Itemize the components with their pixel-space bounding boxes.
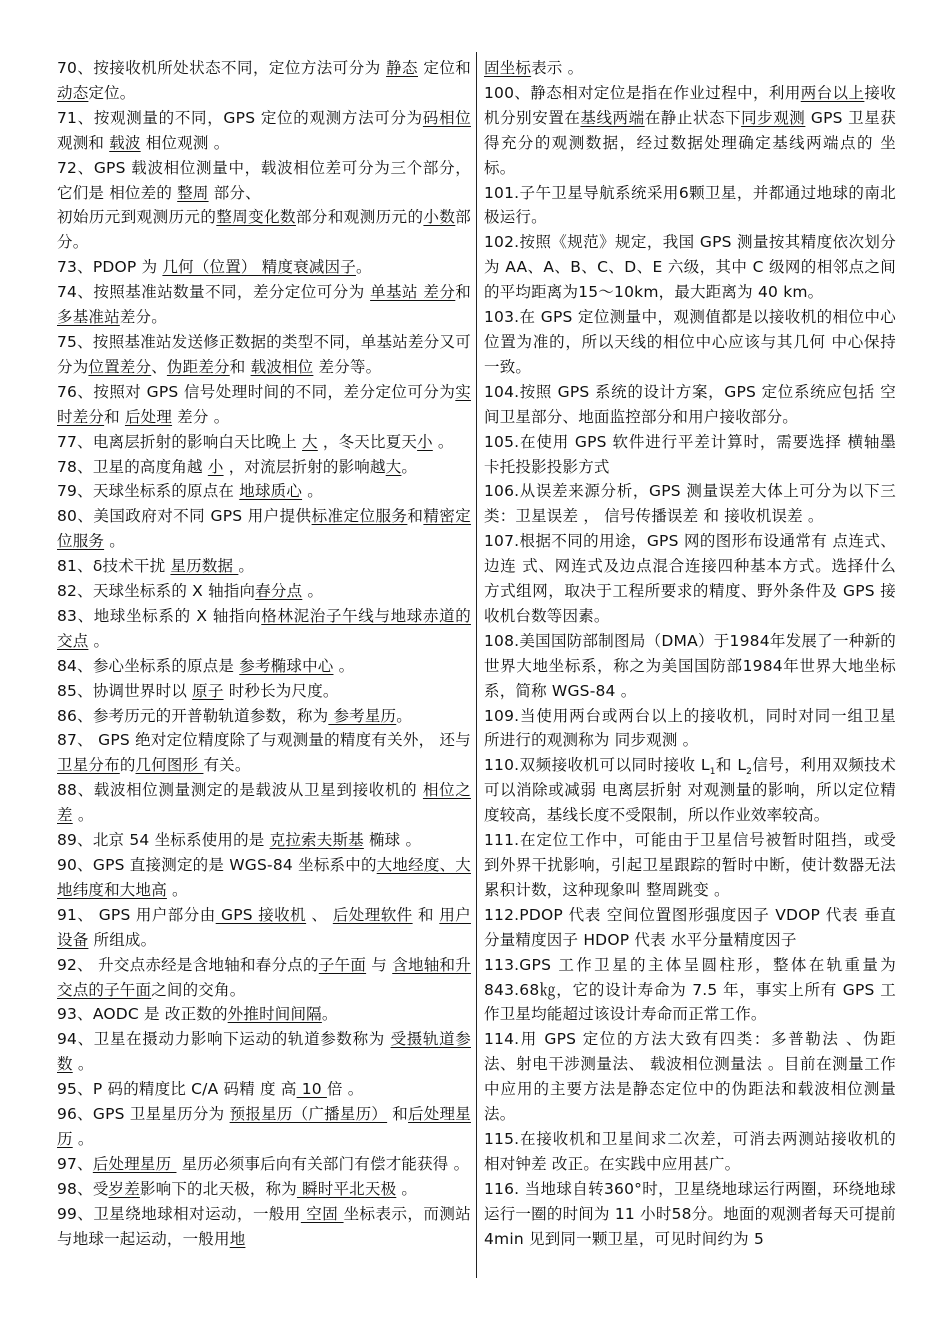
question-text: 84、参心坐标系的原点是	[57, 656, 240, 675]
answer-text: 地	[229, 1229, 246, 1248]
question-item	[484, 56, 896, 81]
question-text: 。	[432, 432, 454, 451]
question-text: 差分 。	[172, 407, 230, 426]
question-item	[57, 479, 471, 504]
question-text: 部分和观测历元的	[295, 208, 424, 227]
answer-text: 含地轴和升交点的子午面	[57, 955, 471, 999]
answer-text: 预报星历（广播星历）	[229, 1105, 388, 1124]
answer-text: 静态	[386, 59, 418, 77]
question-text: 。	[355, 258, 372, 277]
question-item	[57, 1202, 471, 1252]
question-item	[484, 1027, 896, 1127]
answer-text: 克拉索夫斯基	[269, 831, 364, 850]
question-text: 115.在接收机和卫星间求二次差，可消去两测站接收机的 相对钟差 改正。在实践中应用甚广。	[484, 1129, 902, 1173]
answer-text: 单基站 差分	[370, 283, 456, 302]
question-text: 1	[709, 767, 716, 778]
question-item	[57, 1152, 471, 1177]
answer-text: 两台以上	[800, 83, 865, 102]
question-text: 80、美国政府对不同 GPS 用户提供	[57, 507, 312, 526]
question-text: 差分。	[119, 308, 167, 327]
question-text: 93、AODC 是 改正数的	[57, 1005, 228, 1024]
question-item	[57, 778, 471, 828]
question-item	[57, 903, 471, 953]
question-item	[484, 305, 896, 380]
question-text: 倍 。	[326, 1080, 364, 1099]
question-item	[484, 1177, 896, 1252]
question-text: 。	[401, 457, 418, 476]
answer-text: 位置差分	[88, 357, 152, 376]
question-text: 。	[396, 706, 412, 725]
question-text: 76、按照对 GPS 信号处理时间的不同，差分定位可分为	[57, 382, 456, 401]
right-column	[484, 56, 902, 1252]
answer-text: 小	[207, 457, 224, 476]
question-text: 81、δ技术干扰	[57, 557, 171, 576]
question-text: 。	[166, 880, 188, 899]
question-text: 坐标表示，而测站与地球一起运动，一般用	[57, 1204, 471, 1248]
question-text: 。	[72, 806, 94, 825]
question-text: 2	[746, 767, 753, 778]
question-text: 86、参考历元的开普勒轨道参数，称为	[57, 706, 329, 725]
question-text: 。	[88, 631, 110, 650]
question-item	[57, 455, 471, 480]
question-text: 100、静态相对定位是指在作业过程中，利用	[484, 83, 801, 102]
answer-text: 同步观测	[741, 108, 806, 127]
answer-text: 外推时间间隔	[227, 1005, 322, 1024]
question-item	[57, 1077, 471, 1102]
question-text: 112.PDOP 代表 空间位置图形强度因子 VDOP 代表 垂直分量精度因子 HDOP 代表 水平分量精度因子	[484, 905, 896, 949]
question-text: 和	[412, 905, 440, 924]
answer-text: 大地经度、大地纬度和大地高	[57, 856, 471, 899]
question-text: 。	[302, 582, 324, 601]
question-text: 104.按照 GPS 系统的设计方案，GPS 定位系统应包括 空间卫星部分、地面监控部分和用户接收部分。	[484, 382, 896, 426]
question-text: 。	[72, 1055, 94, 1074]
answer-text: 多基准站	[57, 308, 120, 327]
question-text: 和	[387, 1105, 409, 1124]
question-text: 90、GPS 直接测定的是 WGS-84 坐标系中的	[57, 856, 377, 874]
question-text: 和 L	[715, 756, 747, 775]
answer-text: 地球质心	[239, 482, 303, 501]
question-text: 114.用 GPS 定位的方法大致有四类：多普勒法 、伪距法、射电干涉测量法、 载波相位测量法 。目前在测量工作中应用的主要方法是静态定位中的伪距法和载波相位测量法。	[484, 1030, 896, 1124]
question-text: 106.从误差来源分析，GPS 测量误差大体上可分为以下三类：卫星误差 ， 信号传播误差 和 接收机误差 。	[484, 482, 896, 526]
column-divider	[476, 52, 477, 1278]
answer-text: 后处理软件	[332, 905, 413, 924]
left-column	[57, 56, 477, 1252]
question-item	[57, 853, 471, 903]
question-text: 相位观测 。	[140, 133, 230, 152]
question-item	[57, 554, 471, 579]
question-text: 影响下的北天极，称为	[139, 1179, 297, 1198]
question-text: 。	[302, 482, 323, 501]
question-text: 。	[72, 1129, 94, 1148]
question-text: 之间的交角。	[151, 980, 246, 999]
question-text: 87、 GPS 绝对定位精度除了与观测量的精度有关外， 还与	[57, 731, 477, 750]
question-text: 70、按接收机所处状态不同，定位方法可分为	[57, 59, 387, 77]
question-item	[57, 330, 471, 380]
answer-text: 载波相位	[250, 357, 314, 376]
question-text: 89、北京 54 坐标系使用的是	[57, 831, 270, 850]
question-text: 85、协调世界时以	[57, 681, 193, 700]
answer-text: 卫星分布	[57, 756, 120, 775]
answer-text: 实时差分	[57, 382, 471, 426]
question-text: 71、按观测量的不同，GPS 定位的观测方法可分为	[57, 108, 423, 127]
question-item	[57, 1002, 471, 1027]
question-item	[57, 205, 471, 255]
question-item	[484, 479, 896, 529]
question-text: 111.在定位工作中，可能由于卫星信号被暂时阻挡，或受到外界干扰影响，引起卫星跟踪的暂时中断，使计数器无法累积计数，这种现象叫 整周跳变 。	[484, 831, 896, 899]
question-text: 96、GPS 卫星星历分为	[57, 1105, 230, 1124]
question-text: ，冬天比夏天	[317, 432, 418, 451]
question-text: 。	[333, 656, 355, 675]
answer-text: 原子	[192, 681, 224, 700]
answer-text: 标准定位服务	[311, 507, 408, 526]
question-item	[57, 654, 471, 679]
question-item	[484, 81, 896, 181]
question-item	[57, 504, 471, 554]
question-text: 116. 当地球自转360°时，卫星绕地球运行两圈，环绕地球运行一圈的时间为 11 小时58分。地面的观测者每天可提前4min 见到同一颗卫星，可见时间约为 5	[484, 1179, 896, 1248]
question-text: 105.在使用 GPS 软件进行平差计算时，需要选择 横轴墨卡托投影投影方式	[484, 432, 896, 476]
answer-text: 瞬时平北天极	[296, 1179, 397, 1198]
question-text: 所组成。	[88, 930, 157, 949]
question-text: 。	[396, 1179, 418, 1198]
question-text: 72、GPS 载波相位测量中，载波相位差可分为三个部分，它们是 相位差的	[57, 158, 471, 202]
question-text: 在静止状态下	[644, 108, 742, 127]
question-text: 102.按照《规范》规定，我国 GPS 测量按其精度依次划分为 AA、A、B、C、D、E 六级，其中 C 级网的相邻点之间的平均距离为15～10km，最大距离为 40 km。	[484, 233, 896, 302]
answer-text: 受摄轨道参数	[57, 1030, 471, 1074]
question-item	[57, 56, 471, 106]
question-item	[57, 579, 471, 604]
question-text: 观测和	[57, 133, 110, 152]
answer-text: 小	[417, 432, 433, 451]
question-item	[484, 704, 896, 754]
question-item	[57, 728, 477, 778]
question-text: 97、	[57, 1154, 93, 1173]
question-text: 109.当使用两台或两台以上的接收机，同时对同一组卫星所进行的观测称为 同步观测 。	[484, 706, 896, 750]
question-text: 和	[229, 357, 251, 376]
question-text: 95、P 码的精度比 C/A 码精 度 高	[57, 1080, 297, 1099]
question-item	[57, 156, 471, 206]
question-item	[484, 903, 896, 953]
answer-text: 后处理	[124, 407, 173, 426]
answer-text: 后处理星历	[92, 1154, 177, 1173]
answer-text: 基线两端	[580, 108, 645, 127]
answer-text: 10	[296, 1080, 327, 1099]
answer-text: 伪距差分	[166, 357, 230, 376]
question-text: 时秒长为尺度。	[223, 681, 339, 700]
question-item	[57, 704, 471, 729]
question-item	[57, 679, 471, 704]
answer-text: 几何（位置） 精度衰减因子	[162, 258, 356, 277]
question-item	[57, 255, 471, 280]
question-item	[484, 1127, 902, 1177]
question-text: 部分、	[208, 183, 261, 202]
question-item	[57, 1102, 471, 1152]
question-text: 74、按照基准站数量不同，差分定位可分为	[57, 283, 371, 302]
answer-text: 岁差	[108, 1179, 140, 1198]
question-item	[484, 828, 896, 903]
question-text: 113.GPS 工作卫星的主体呈圆柱形，整体在轨重量为843.68㎏，它的设计寿命为 7.5 年，事实上所有 GPS 工作卫星均能超过该设计寿命而正常工作。	[484, 955, 896, 1024]
question-item	[57, 106, 471, 156]
question-text: 82、天球坐标系的 X 轴指向	[57, 582, 256, 601]
question-item	[57, 828, 471, 853]
answer-text: 春分点	[255, 582, 303, 601]
question-text: 定位和	[417, 59, 471, 77]
question-item	[57, 1177, 471, 1202]
question-text: 92、 升交点赤经是含地轴和春分点的	[57, 955, 319, 974]
question-text: GPS 卫星获得充分的观测数据，经过数据处理确定基线两端点的 坐标。	[484, 108, 896, 177]
question-item	[484, 629, 896, 704]
answer-text: 固坐标	[484, 59, 532, 77]
answer-text: 整周	[177, 183, 209, 202]
answer-text: 整周变化数	[216, 208, 296, 227]
question-item	[57, 1027, 471, 1077]
question-text: 83、地球坐标系的 X 轴指向	[57, 606, 262, 625]
question-text: 、	[306, 905, 333, 924]
question-text: 差分等。	[313, 357, 382, 376]
question-text: 、	[151, 357, 167, 376]
question-item	[484, 380, 896, 430]
answer-text: 精密定位服务	[57, 507, 472, 551]
question-item	[484, 753, 896, 828]
answer-text: 相位之差	[57, 781, 471, 825]
question-text: 107.根据不同的用途，GPS 网的图形布设通常有 点连式、 边连 式、网连式及边点混合连接四种基本方式。选择什么方式组网，取决于工程所要求的精度、野外条件及 GPS 接收机台数等因素。	[484, 532, 902, 625]
answer-text: 几何图形	[135, 756, 204, 775]
question-text: 77、电离层折射的影响白天比晚上	[57, 432, 303, 451]
question-item	[57, 280, 471, 330]
question-item	[57, 604, 471, 654]
answer-text: 星历数据	[170, 557, 239, 576]
question-text: 有关。	[203, 756, 251, 775]
question-text: 表示 。	[531, 59, 584, 77]
question-text: 椭球 。	[363, 831, 422, 850]
question-text: 和	[104, 407, 125, 426]
question-item	[484, 230, 896, 305]
answer-text: GPS 接收机	[215, 905, 307, 924]
question-text: 。	[238, 557, 255, 576]
answer-text: 子午面	[318, 955, 367, 974]
answer-text: 用户设备	[57, 905, 471, 949]
question-text: 103.在 GPS 定位测量中，观测值都是以接收机的相位中心位置为准的，所以天线的相位中心应该与其几何 中心保持一致。	[484, 308, 896, 376]
question-text: 88、载波相位测量测定的是载波从卫星到接收机的	[57, 781, 423, 800]
question-text: 101.子午卫星导航系统采用6颗卫星，并都通过地球的南北极运行。	[484, 183, 896, 227]
question-text: 99、卫星绕地球相对运动，一般用	[57, 1204, 301, 1223]
question-text: 的	[119, 756, 136, 775]
answer-text: 动态	[57, 83, 89, 102]
question-text: 定位。	[88, 83, 136, 102]
question-item	[484, 430, 896, 480]
answer-text: 空固	[300, 1204, 344, 1223]
question-text: 信号，利用双频技术可以消除或减弱 电离层折射 对观测量的影响，所以定位精度较高，基线长度不受限制，所以作业效率较高。	[484, 756, 896, 825]
question-text: 108.美国国防部制图局（DMA）于1984年发展了一种新的世界大地坐标系，称之为美国国防部1984年世界大地坐标系，简称 WGS-84 。	[484, 631, 896, 700]
question-text: 78、卫星的高度角越	[57, 457, 208, 476]
question-item	[57, 380, 471, 430]
answer-text: 大	[385, 457, 402, 476]
question-text: 和	[407, 507, 424, 526]
question-text: 初始历元到观测历元的	[57, 208, 217, 227]
answer-text: 格林泥治子午线与地球赤道的交点	[57, 606, 471, 650]
question-text: 91、 GPS 用户部分由	[57, 905, 216, 924]
question-text: 110.双频接收机可以同时接收 L	[484, 756, 710, 775]
question-text: 。	[104, 532, 125, 551]
question-text: 星历必须事后向有关部门有偿才能获得 。	[176, 1154, 470, 1173]
answer-text: 码相位	[422, 108, 471, 127]
question-text: 98、受	[57, 1179, 109, 1198]
question-text: 73、PDOP 为	[57, 258, 163, 277]
question-text: 75、按照基准站发送修正数据的类型不同，单基站差分又可分为	[57, 332, 471, 376]
question-item	[484, 181, 896, 231]
question-text: 94、卫星在摄动力影响下运动的轨道参数称为	[57, 1030, 391, 1049]
question-item	[484, 529, 902, 629]
question-text: 。	[321, 1005, 338, 1024]
question-item	[57, 430, 471, 455]
question-text: 接收机分别安置在	[484, 83, 896, 127]
answer-text: 参考椭球中心	[239, 656, 334, 675]
question-item	[484, 953, 896, 1028]
answer-text: 小数	[423, 208, 456, 227]
answer-text: 后处理星历	[57, 1105, 471, 1148]
question-item	[57, 953, 471, 1003]
question-text: 和	[455, 283, 471, 302]
question-text: ，对流层折射的影响越	[223, 457, 386, 476]
answer-text: 载波	[109, 133, 141, 152]
question-text: 与	[366, 955, 393, 974]
question-text: 部分。	[57, 208, 471, 252]
answer-text: 大	[302, 432, 318, 451]
answer-text: 参考星历	[328, 706, 397, 725]
question-text: 79、天球坐标系的原点在	[57, 482, 240, 501]
